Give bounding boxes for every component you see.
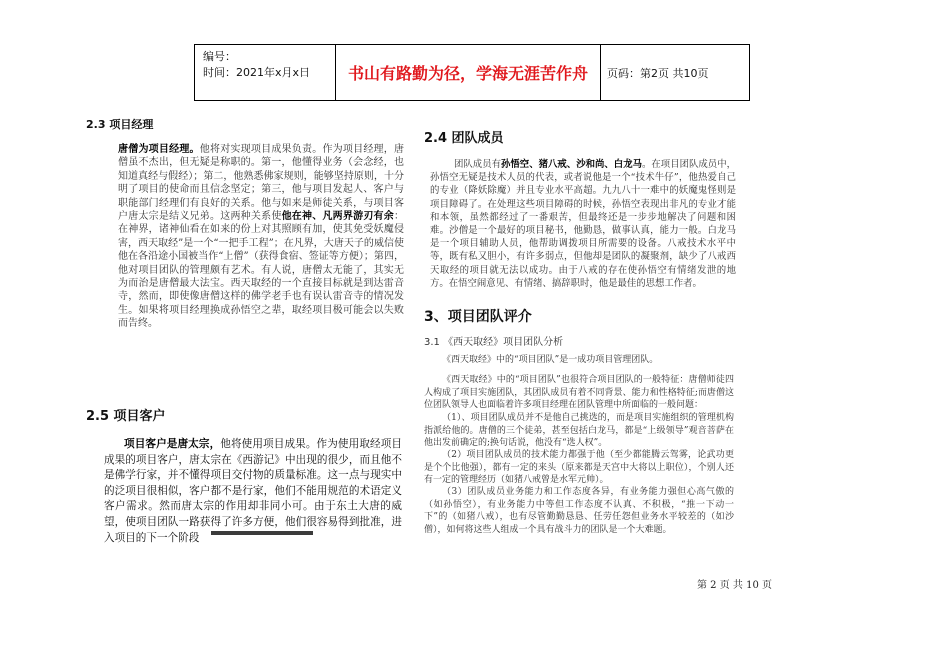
section-2-4-body xyxy=(430,158,736,290)
number-label: 编号： xyxy=(203,50,236,63)
section-2-3-body xyxy=(118,143,404,331)
section-heading-2-5: 2.5 项目客户 xyxy=(86,409,166,424)
header-page-number: 页码：第2页 共10页 xyxy=(607,66,709,80)
section-2-4-intro: 团队成员有 xyxy=(454,159,501,170)
section-heading-3-1: 3.1 《西天取经》项目团队分析 xyxy=(424,337,564,348)
section-3-para-5: （3）团队成员业务能力和工作态度各异，有业务能力强但心高气傲的（如孙悟空），有业务能力中等但工作态度不认真、不积极，“推一下动一下”的（如猪八戒），也有尽管勤勤恳恳、任劳任怨但业务水平较差的（如沙僧），如何将这些人组成一个具有战斗力的团队是一个大难题。 xyxy=(424,487,734,535)
section-2-3-text-1: 他将对实现项目成果负责。作为项目经理，唐僧虽不杰出，但无疑是称职的。第一，他懂得业务（会念经，也知道真经与假经）；第二，他熟悉佛家规则，能够坚持原则，十分明了项目的使命而且信念坚定；第三，他与项目发起人、客户与职能部门经理们有良好的关系。他与如来是师徒关系，与项目客户唐太宗是结义兄弟。这两种关系使 xyxy=(118,144,405,223)
project-manager-lead: 唐僧为项目经理。 xyxy=(118,144,200,155)
header-divider xyxy=(335,45,336,100)
team-members-bold: 孙悟空、猪八戒、沙和尚、白龙马 xyxy=(501,159,642,170)
section-2-4-text: 。在项目团队成员中，孙悟空无疑是技术人员的代表，或者说他是一个“技术牛仔”，他热爱自己的专业（降妖除魔）并且专业水平高超。九九八十一难中的妖魔鬼怪则是项目障碍了。在处理这些项目障碍的时候，孙悟空表现出非凡的专业才能和本领，虽然都经过了一番艰苦，但最终还是一步步地解决了问题和困难。沙僧是一个最好的项目秘书，他勤恳，做事认真，能力一般。白龙马是一个项目辅助人员，他帮助调拨项目所需要的设备。八戒技术水平中等，既有私又胆小，有许多弱点，但他却是团队的凝聚剂，缺少了八戒西天取经的项目就无法以成功。由于八戒的存在使孙悟空有情绪发泄的地方。在悟空闹意见、有情绪、搞辞职时，他是最佳的思想工作者。 xyxy=(430,159,736,289)
section-2-3-bold: 他在神、凡两界游刃有余 xyxy=(281,211,395,223)
section-heading-2-4: 2.4 团队成员 xyxy=(424,131,504,146)
section-2-3-text-2: ：在神界，诸神仙看在如来的份上对其照顾有加，使其免受妖魔侵害，西天取经”是一个“一把手工程”；在凡界，大唐天子的威信使他在各沿途小国被当作“上僧”（获得食宿、签证等方便）；第四，他对项目团队的管理颇有艺术。有人说，唐僧太无能了，其实无为而治是唐僧最大法宝。西天取经的一个直接目标就是到达雷音寺，然而，即使像唐僧这样的佛学老手也有误认雷音寺的情况发生。如果将项目经理换成孙悟空之辈，取经项目极可能会以失败而告终。 xyxy=(118,211,405,330)
header-meta xyxy=(203,49,310,81)
section-2-5-body xyxy=(104,437,402,546)
time-label: 时间：2021年x月x日 xyxy=(203,66,311,79)
project-client-lead: 项目客户是唐太宗， xyxy=(124,438,221,450)
header-motto: 书山有路勤为径，学海无涯苦作舟 xyxy=(347,64,588,83)
section-2-5-text: 他将使用项目成果。作为使用取经项目成果的项目客户，唐太宗在《西游记》中出现的很少，而且他不是佛学行家，并不懂得项目交付物的质量标准。这一点与现实中的泛项目很相似，客户都不是行家，他们不能用规范的术语定义客户需求。然而唐太宗的作用却非同小可。由于东土大唐的威望，使项目团队一路获得了许多方便，他们很容易得到批准，进入项目的下一个阶段 xyxy=(104,438,402,544)
section-heading-2-3: 2.3 项目经理 xyxy=(86,118,154,131)
section-3-para-4: （2）项目团队成员的技术能力都强于他（至少都能腾云驾雾，论武功更是个个比他强），都有一定的来头（原来都是天宫中大将以上职位），个别人还有一定的管理经历（如猪八戒曾是水军元帅）。 xyxy=(424,450,734,486)
header-divider xyxy=(600,45,601,100)
section-heading-3: 3、项目团队评介 xyxy=(424,309,532,325)
section-3-para-2: 《西天取经》中的“项目团队”也很符合项目团队的一般特征：唐僧师徒四人构成了项目实施团队，其团队成员有着不同背景、能力和性格特征;而唐僧这位团队领导人也面临着许多项目经理在团队管理中所面临的一般问题： xyxy=(424,375,734,411)
page-footer: 第 2 页 共 10 页 xyxy=(697,580,772,591)
page-header xyxy=(194,44,750,101)
image-fragment xyxy=(211,531,313,535)
section-3-para-3: （1）、项目团队成员并不是他自己挑选的，而是项目实施组织的管理机构指派给他的。唐僧的三个徒弟，甚至包括白龙马，都是“上级领导”观音菩萨在他出发前确定的;换句话说，他没有“选人权”。 xyxy=(424,413,734,449)
section-3-para-1: 《西天取经》中的“项目团队”是一成功项目管理团队。 xyxy=(442,355,659,365)
